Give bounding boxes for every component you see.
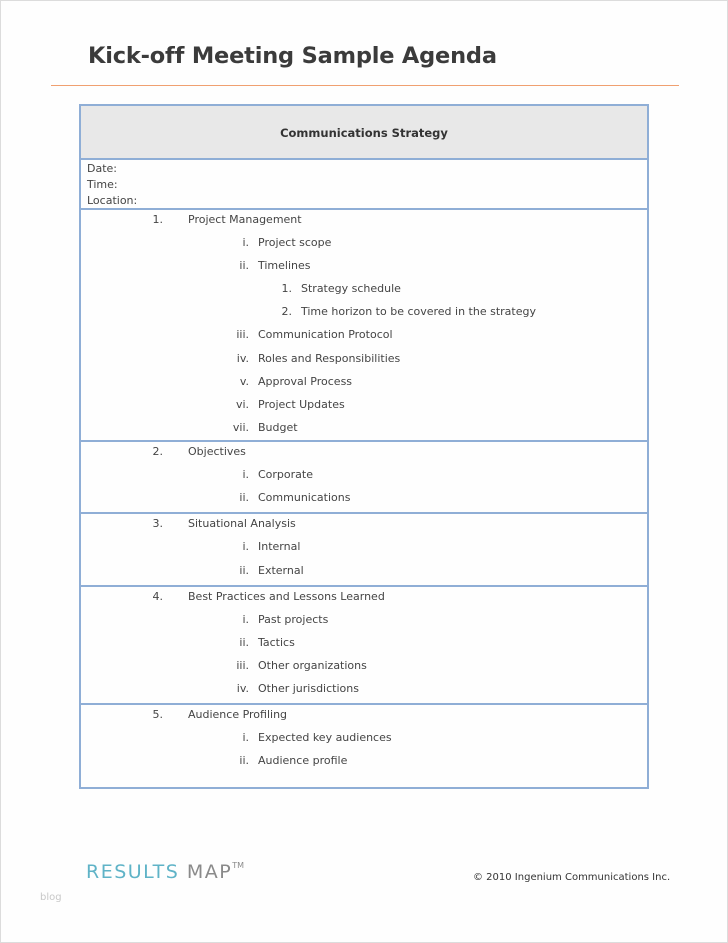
agenda-section-2	[81, 442, 647, 514]
list-item	[81, 373, 647, 391]
list-item	[81, 350, 647, 368]
list-item	[81, 680, 647, 698]
list-item	[81, 611, 647, 629]
item-number: ii.	[239, 491, 249, 504]
item-label: Past projects	[258, 613, 329, 626]
item-label: Budget	[258, 421, 298, 434]
section-heading	[81, 443, 647, 461]
item-label: Expected key audiences	[258, 731, 392, 744]
list-item	[81, 234, 647, 252]
section-title: Objectives	[188, 445, 246, 458]
item-label: Corporate	[258, 468, 313, 481]
item-number: ii.	[239, 754, 249, 767]
results-map-logo	[86, 861, 244, 883]
list-item	[81, 489, 647, 507]
item-number: ii.	[239, 259, 249, 272]
item-label: Approval Process	[258, 375, 353, 388]
item-number: i.	[242, 540, 249, 553]
sub-list-item	[81, 303, 647, 321]
agenda-section-4	[81, 587, 647, 705]
time-label: Time:	[87, 178, 118, 191]
list-item	[81, 538, 647, 556]
agenda-section-3	[81, 514, 647, 587]
item-number: iv.	[236, 682, 249, 695]
agenda-section-1	[81, 210, 647, 442]
page-title: Kick-off Meeting Sample Agenda	[88, 43, 497, 69]
section-heading	[81, 588, 647, 606]
list-item	[81, 396, 647, 414]
section-number: 3.	[152, 517, 163, 530]
list-item	[81, 419, 647, 437]
date-label: Date:	[87, 162, 117, 175]
section-number: 2.	[152, 445, 163, 458]
subitem-label: Strategy schedule	[301, 282, 401, 295]
item-number: vii.	[232, 421, 249, 434]
list-item	[81, 752, 647, 770]
agenda-section-5	[81, 705, 647, 787]
sub-list-item	[81, 280, 647, 298]
section-heading	[81, 706, 647, 724]
list-item	[81, 466, 647, 484]
section-heading	[81, 515, 647, 533]
section-number: 1.	[152, 213, 163, 226]
section-heading	[81, 211, 647, 229]
section-title: Project Management	[188, 213, 302, 226]
item-label: Communications	[258, 491, 351, 504]
item-number: vi.	[235, 398, 249, 411]
item-number: i.	[242, 236, 249, 249]
section-title: Situational Analysis	[188, 517, 296, 530]
item-label: Roles and Responsibilities	[258, 352, 401, 365]
item-number: ii.	[239, 564, 249, 577]
item-number: i.	[242, 468, 249, 481]
section-number: 5.	[152, 708, 163, 721]
subitem-number: 1.	[281, 282, 292, 295]
item-number: iii.	[236, 328, 249, 341]
list-item	[81, 729, 647, 747]
section-title: Best Practices and Lessons Learned	[188, 590, 385, 603]
subitem-number: 2.	[281, 305, 292, 318]
item-label: Project scope	[258, 236, 332, 249]
item-label: Communication Protocol	[258, 328, 393, 341]
item-label: Other jurisdictions	[258, 682, 359, 695]
title-divider	[51, 85, 679, 86]
agenda-table	[79, 104, 649, 789]
list-item	[81, 562, 647, 580]
copyright-notice: © 2010 Ingenium Communications Inc.	[473, 872, 671, 883]
section-title: Audience Profiling	[188, 708, 288, 721]
item-number: iii.	[236, 659, 249, 672]
meeting-details	[81, 160, 647, 210]
trademark-mark: TM	[232, 861, 245, 870]
item-number: ii.	[239, 636, 249, 649]
item-label: Project Updates	[258, 398, 345, 411]
item-number: i.	[242, 613, 249, 626]
list-item	[81, 326, 647, 344]
item-label: Audience profile	[258, 754, 348, 767]
item-label: Other organizations	[258, 659, 367, 672]
item-label: External	[258, 564, 304, 577]
item-number: i.	[242, 731, 249, 744]
list-item	[81, 657, 647, 675]
subitem-label: Time horizon to be covered in the strategy	[301, 305, 536, 318]
list-item	[81, 257, 647, 275]
section-number: 4.	[152, 590, 163, 603]
item-number: v.	[239, 375, 249, 388]
item-label: Timelines	[258, 259, 311, 272]
item-label: Internal	[258, 540, 301, 553]
watermark-text: blog	[40, 892, 62, 903]
table-header: Communications Strategy	[81, 106, 647, 160]
list-item	[81, 634, 647, 652]
location-label: Location:	[87, 194, 138, 207]
logo-word-results: RESULTS	[86, 861, 180, 883]
logo-word-map: MAP	[186, 861, 233, 883]
item-number: iv.	[236, 352, 249, 365]
item-label: Tactics	[258, 636, 295, 649]
